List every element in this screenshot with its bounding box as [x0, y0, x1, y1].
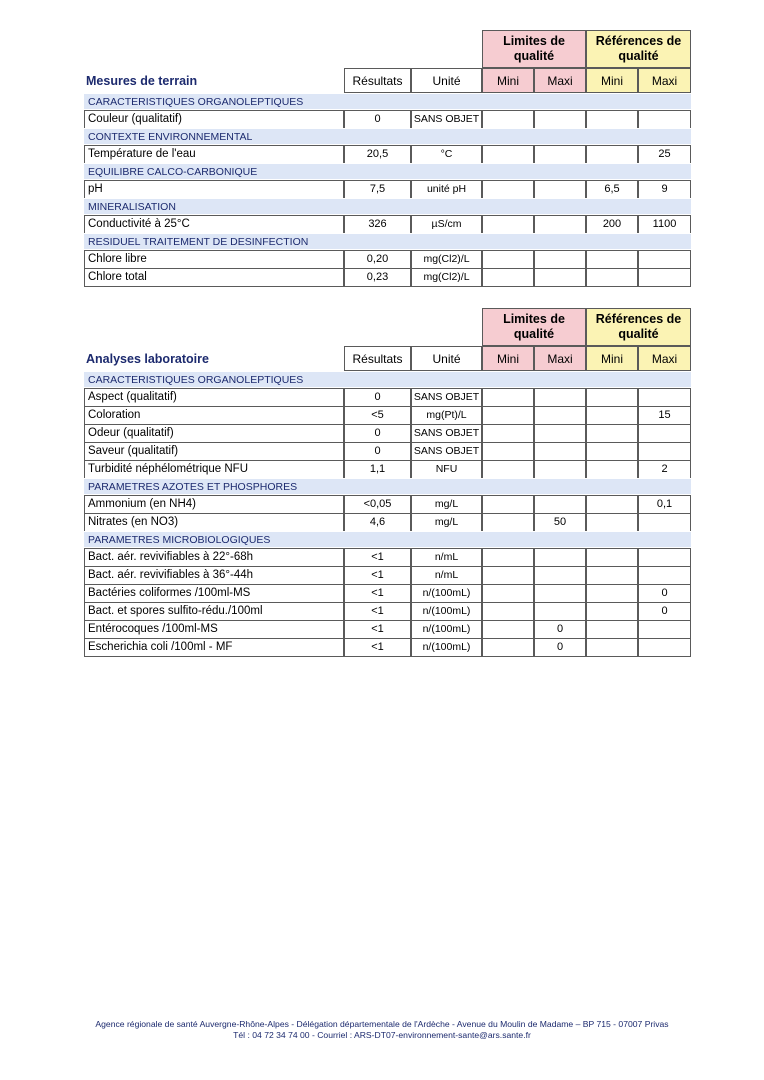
- terrain-cell-ref-max: [638, 250, 691, 269]
- laboratoire-cell-ref-min: [586, 406, 638, 425]
- laboratoire-cell-ref-min: [586, 460, 638, 479]
- terrain-cell-lim-min: [482, 110, 534, 129]
- laboratoire-cell-ref-max: [638, 638, 691, 657]
- terrain-cell-unite: unité pH: [411, 180, 482, 199]
- terrain-row-label: Couleur (qualitatif): [84, 110, 344, 129]
- terrain-cell-resultat: 0,23: [344, 268, 411, 287]
- terrain-cell-ref-max: [638, 110, 691, 129]
- terrain-cell-lim-min: [482, 250, 534, 269]
- laboratoire-row-label: Ammonium (en NH4): [84, 495, 344, 514]
- terrain-table: [84, 30, 691, 287]
- laboratoire-cell-resultat: <1: [344, 584, 411, 603]
- laboratoire-cell-ref-max: 0: [638, 602, 691, 621]
- terrain-cell-ref-min: [586, 268, 638, 287]
- terrain-row-label: pH: [84, 180, 344, 199]
- laboratoire-row-label: Coloration: [84, 406, 344, 425]
- laboratoire-row-label: Saveur (qualitatif): [84, 442, 344, 461]
- terrain-cell-lim-min: [482, 215, 534, 234]
- terrain-limites-maxi-header: Maxi: [534, 68, 586, 93]
- laboratoire-cell-lim-max: [534, 548, 586, 567]
- laboratoire-cell-lim-max: 0: [534, 638, 586, 657]
- laboratoire-cell-lim-min: [482, 620, 534, 639]
- terrain-cell-unite: mg(Cl2)/L: [411, 250, 482, 269]
- terrain-cell-ref-max: 1100: [638, 215, 691, 234]
- laboratoire-row-label: Bact. aér. revivifiables à 36°-44h: [84, 566, 344, 585]
- laboratoire-limites-header: Limites de qualité: [482, 308, 586, 346]
- terrain-cell-ref-min: 6,5: [586, 180, 638, 199]
- laboratoire-cell-lim-min: [482, 602, 534, 621]
- laboratoire-cell-unite: NFU: [411, 460, 482, 479]
- laboratoire-cell-lim-max: [534, 442, 586, 461]
- terrain-cell-unite: µS/cm: [411, 215, 482, 234]
- laboratoire-limites-maxi-header: Maxi: [534, 346, 586, 371]
- laboratoire-cell-ref-min: [586, 548, 638, 567]
- laboratoire-cell-lim-min: [482, 495, 534, 514]
- laboratoire-cell-lim-max: [534, 495, 586, 514]
- footer: [0, 1019, 764, 1041]
- terrain-row-label: Température de l'eau: [84, 145, 344, 164]
- terrain-row-label: Conductivité à 25°C: [84, 215, 344, 234]
- laboratoire-cell-lim-min: [482, 388, 534, 407]
- terrain-row-label: Chlore total: [84, 268, 344, 287]
- laboratoire-title: Analyses laboratoire: [86, 351, 209, 366]
- laboratoire-cell-ref-max: [638, 442, 691, 461]
- laboratoire-cell-resultat: 4,6: [344, 513, 411, 532]
- laboratoire-row-label: Nitrates (en NO3): [84, 513, 344, 532]
- terrain-cell-unite: SANS OBJET: [411, 110, 482, 129]
- terrain-references-mini-header: Mini: [586, 68, 638, 93]
- laboratoire-cell-ref-min: [586, 620, 638, 639]
- laboratoire-cell-resultat: 0: [344, 424, 411, 443]
- laboratoire-cell-ref-min: [586, 495, 638, 514]
- laboratoire-cell-ref-max: 0: [638, 584, 691, 603]
- terrain-cell-ref-max: 25: [638, 145, 691, 164]
- terrain-category: CONTEXTE ENVIRONNEMENTAL: [84, 128, 691, 145]
- laboratoire-cell-resultat: 0: [344, 388, 411, 407]
- laboratoire-cell-lim-max: 0: [534, 620, 586, 639]
- laboratoire-cell-lim-max: [534, 566, 586, 585]
- laboratoire-cell-lim-max: [534, 406, 586, 425]
- laboratoire-cell-lim-min: [482, 406, 534, 425]
- terrain-category: MINERALISATION: [84, 198, 691, 215]
- laboratoire-references-maxi-header: Maxi: [638, 346, 691, 371]
- terrain-limites-header: Limites de qualité: [482, 30, 586, 68]
- laboratoire-cell-unite: n/mL: [411, 566, 482, 585]
- laboratoire-resultats-header: Résultats: [344, 346, 411, 371]
- laboratoire-row-label: Bact. et spores sulfito-rédu./100ml: [84, 602, 344, 621]
- terrain-cell-ref-min: 200: [586, 215, 638, 234]
- laboratoire-cell-lim-max: [534, 602, 586, 621]
- laboratoire-cell-lim-min: [482, 460, 534, 479]
- laboratoire-cell-ref-max: 15: [638, 406, 691, 425]
- terrain-section: [84, 30, 691, 287]
- terrain-title: Mesures de terrain: [86, 73, 198, 88]
- footer-address: Agence régionale de santé Auvergne-Rhône-Alpes - Délégation départementale de l'Ardèche - Avenue du Moulin de Madame – BP 715 - 07007 Privas: [95, 1019, 669, 1029]
- terrain-row-label: Chlore libre: [84, 250, 344, 269]
- terrain-unite-header: Unité: [411, 68, 482, 93]
- laboratoire-cell-unite: n/(100mL): [411, 638, 482, 657]
- laboratoire-cell-ref-min: [586, 602, 638, 621]
- terrain-cell-resultat: 0,20: [344, 250, 411, 269]
- laboratoire-cell-unite: n/(100mL): [411, 602, 482, 621]
- terrain-cell-unite: mg(Cl2)/L: [411, 268, 482, 287]
- terrain-cell-unite: °C: [411, 145, 482, 164]
- laboratoire-cell-unite: SANS OBJET: [411, 388, 482, 407]
- laboratoire-cell-unite: SANS OBJET: [411, 424, 482, 443]
- laboratoire-cell-ref-min: [586, 566, 638, 585]
- laboratoire-cell-unite: SANS OBJET: [411, 442, 482, 461]
- laboratoire-cell-resultat: <5: [344, 406, 411, 425]
- laboratoire-row-label: Turbidité néphélométrique NFU: [84, 460, 344, 479]
- laboratoire-cell-unite: mg(Pt)/L: [411, 406, 482, 425]
- laboratoire-cell-lim-min: [482, 513, 534, 532]
- laboratoire-category: PARAMETRES AZOTES ET PHOSPHORES: [84, 478, 691, 495]
- terrain-cell-ref-min: [586, 145, 638, 164]
- terrain-cell-lim-max: [534, 145, 586, 164]
- laboratoire-cell-resultat: <1: [344, 602, 411, 621]
- laboratoire-cell-ref-max: 0,1: [638, 495, 691, 514]
- laboratoire-cell-resultat: <1: [344, 548, 411, 567]
- terrain-cell-lim-max: [534, 110, 586, 129]
- laboratoire-unite-header: Unité: [411, 346, 482, 371]
- laboratoire-cell-lim-min: [482, 442, 534, 461]
- terrain-cell-ref-min: [586, 250, 638, 269]
- terrain-cell-lim-max: [534, 250, 586, 269]
- terrain-cell-ref-max: [638, 268, 691, 287]
- terrain-references-header: Références de qualité: [586, 30, 691, 68]
- laboratoire-cell-unite: mg/L: [411, 495, 482, 514]
- terrain-limites-mini-header: Mini: [482, 68, 534, 93]
- laboratoire-cell-ref-min: [586, 388, 638, 407]
- terrain-references-maxi-header: Maxi: [638, 68, 691, 93]
- laboratoire-cell-ref-min: [586, 442, 638, 461]
- laboratoire-cell-lim-min: [482, 566, 534, 585]
- laboratoire-row-label: Bact. aér. revivifiables à 22°-68h: [84, 548, 344, 567]
- laboratoire-references-header: Références de qualité: [586, 308, 691, 346]
- laboratoire-cell-lim-max: [534, 460, 586, 479]
- laboratoire-cell-lim-max: 50: [534, 513, 586, 532]
- laboratoire-cell-resultat: 0: [344, 442, 411, 461]
- terrain-cell-resultat: 7,5: [344, 180, 411, 199]
- terrain-cell-ref-max: 9: [638, 180, 691, 199]
- laboratoire-cell-unite: n/mL: [411, 548, 482, 567]
- terrain-cell-ref-min: [586, 110, 638, 129]
- laboratoire-cell-resultat: <1: [344, 638, 411, 657]
- laboratoire-row-label: Aspect (qualitatif): [84, 388, 344, 407]
- laboratoire-cell-ref-min: [586, 584, 638, 603]
- footer-contact: Tél : 04 72 34 74 00 - Courriel : ARS-DT07-environnement-sante@ars.sante.fr: [233, 1030, 531, 1040]
- laboratoire-cell-ref-min: [586, 638, 638, 657]
- laboratoire-cell-ref-max: [638, 548, 691, 567]
- laboratoire-cell-unite: n/(100mL): [411, 584, 482, 603]
- terrain-category: RESIDUEL TRAITEMENT DE DESINFECTION: [84, 233, 691, 250]
- terrain-cell-lim-min: [482, 145, 534, 164]
- laboratoire-cell-lim-min: [482, 548, 534, 567]
- laboratoire-cell-ref-min: [586, 513, 638, 532]
- laboratoire-cell-ref-max: [638, 566, 691, 585]
- terrain-cell-lim-max: [534, 215, 586, 234]
- laboratoire-cell-unite: n/(100mL): [411, 620, 482, 639]
- laboratoire-cell-lim-min: [482, 638, 534, 657]
- terrain-cell-lim-max: [534, 268, 586, 287]
- terrain-category: EQUILIBRE CALCO-CARBONIQUE: [84, 163, 691, 180]
- laboratoire-cell-ref-max: [638, 513, 691, 532]
- laboratoire-cell-lim-min: [482, 584, 534, 603]
- laboratoire-cell-ref-max: [638, 620, 691, 639]
- laboratoire-row-label: Bactéries coliformes /100ml-MS: [84, 584, 344, 603]
- laboratoire-cell-ref-max: [638, 424, 691, 443]
- laboratoire-cell-ref-max: 2: [638, 460, 691, 479]
- laboratoire-cell-lim-max: [534, 388, 586, 407]
- laboratoire-category: CARACTERISTIQUES ORGANOLEPTIQUES: [84, 371, 691, 388]
- terrain-cell-lim-min: [482, 268, 534, 287]
- laboratoire-cell-lim-max: [534, 584, 586, 603]
- laboratoire-row-label: Odeur (qualitatif): [84, 424, 344, 443]
- terrain-resultats-header: Résultats: [344, 68, 411, 93]
- laboratoire-cell-resultat: <1: [344, 566, 411, 585]
- laboratoire-category: PARAMETRES MICROBIOLOGIQUES: [84, 531, 691, 548]
- laboratoire-cell-resultat: 1,1: [344, 460, 411, 479]
- terrain-cell-resultat: 326: [344, 215, 411, 234]
- laboratoire-row-label: Entérocoques /100ml-MS: [84, 620, 344, 639]
- laboratoire-cell-lim-max: [534, 424, 586, 443]
- laboratoire-row-label: Escherichia coli /100ml - MF: [84, 638, 344, 657]
- laboratoire-table: [84, 308, 691, 657]
- terrain-cell-lim-max: [534, 180, 586, 199]
- laboratoire-cell-unite: mg/L: [411, 513, 482, 532]
- terrain-cell-resultat: 0: [344, 110, 411, 129]
- terrain-cell-resultat: 20,5: [344, 145, 411, 164]
- laboratoire-cell-ref-max: [638, 388, 691, 407]
- terrain-cell-lim-min: [482, 180, 534, 199]
- laboratoire-cell-resultat: <0,05: [344, 495, 411, 514]
- laboratoire-cell-resultat: <1: [344, 620, 411, 639]
- terrain-category: CARACTERISTIQUES ORGANOLEPTIQUES: [84, 93, 691, 110]
- laboratoire-references-mini-header: Mini: [586, 346, 638, 371]
- laboratoire-cell-lim-min: [482, 424, 534, 443]
- laboratoire-limites-mini-header: Mini: [482, 346, 534, 371]
- laboratoire-cell-ref-min: [586, 424, 638, 443]
- laboratoire-section: [84, 308, 691, 657]
